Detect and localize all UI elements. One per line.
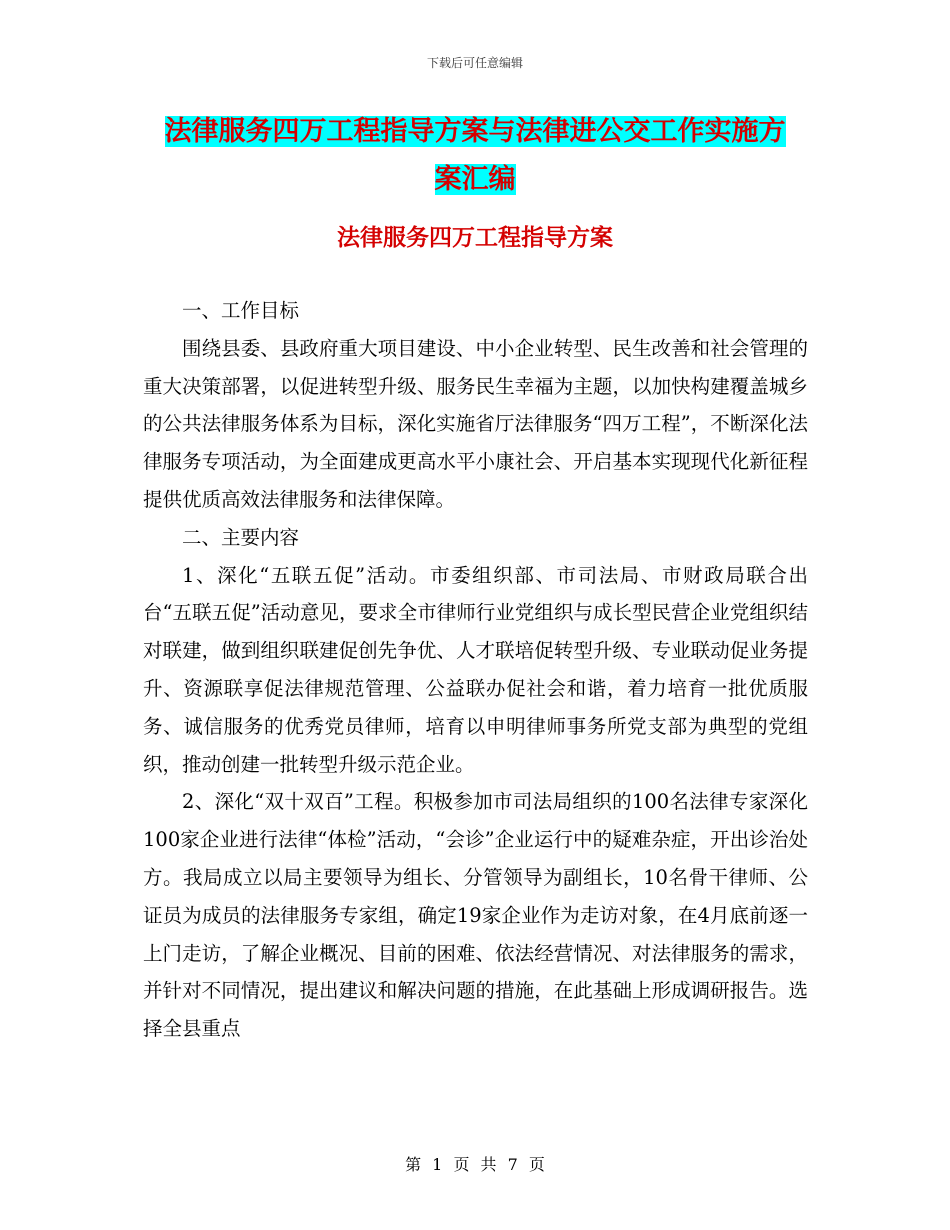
paragraph: 二、主要内容 xyxy=(182,525,300,549)
document-body xyxy=(143,292,808,1048)
document-title xyxy=(140,108,810,204)
paragraph: 一、工作目标 xyxy=(182,299,300,322)
header-note: 下载后可任意编辑 xyxy=(426,56,523,70)
document-title-line2: 案汇编 xyxy=(434,164,516,195)
paragraph: 1、深化“五联五促”活动。市委组织部、市司法局、市财政局联合出台“五联五促”活动意见，要求全市律师行业党组织与成长型民营企业党组织结对联建，做到组织联建促创先争优、人才联培促转型升级、专业联动促业务提升、资源联享促法律规范管理、公益联办促社会和谐，着力培育一批优质服务、诚信服务的优秀党员律师，培育以申明律师事务所党支部为典型的党组织，推动创建一批转型升级示范企业。 xyxy=(143,563,808,776)
page-footer: 第 1 页 共 7 页 xyxy=(405,1155,545,1174)
paragraph: 2、深化“双十双百”工程。积极参加市司法局组织的100名法律专家深化100家企业进行法律“体检”活动，“会诊”企业运行中的疑难杂症，开出诊治处方。我局成立以局主要领导为组长、分管领导为副组长，10名骨干律师、公证员为成员的法律服务专家组，确定19家企业作为走访对象，在4月底前逐一上门走访，了解企业概况、目前的困难、依法经营情况、对法律服务的需求，并针对不同情况，提出建议和解决问题的措施，在此基础上形成调研报告。选择全县重点 xyxy=(143,790,808,1041)
section-title: 法律服务四万工程指导方案 xyxy=(337,224,613,251)
document-title-line1: 法律服务四万工程指导方案与法律进公交工作实施方 xyxy=(164,116,786,147)
paragraph: 围绕县委、县政府重大项目建设、中小企业转型、民生改善和社会管理的重大决策部署，以促进转型升级、服务民生幸福为主题，以加快构建覆盖城乡的公共法律服务体系为目标，深化实施省厅法律服务“四万工程”，不断深化法律服务专项活动，为全面建成更高水平小康社会、开启基本实现现代化新征程提供优质高效法律服务和法律保障。 xyxy=(143,336,808,511)
